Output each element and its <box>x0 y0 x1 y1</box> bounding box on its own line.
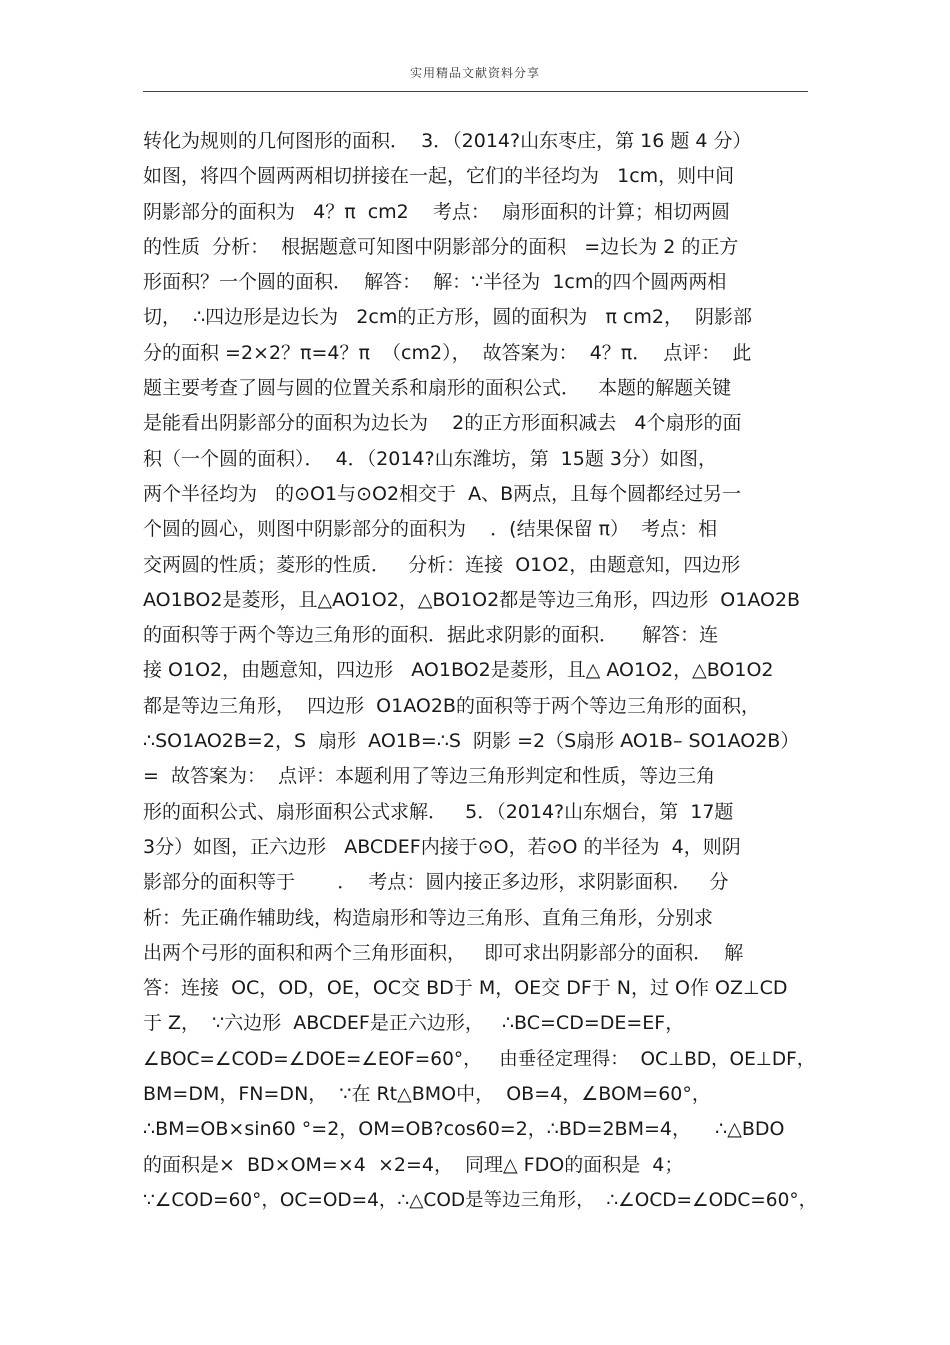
text-line: 的面积是× BD×OM=×4 ×2=4， 同理△ FDO的面积是 4； <box>143 1153 684 1176</box>
text-line: ∴BM=OB×sin60 °=2，OM=OB?cos60=2，∴BD=2BM=4， ∴△BDO <box>143 1118 785 1141</box>
text-line: = 故答案为： 点评：本题利用了等边三角形判定和性质，等边三角 <box>143 765 716 788</box>
text-line: ∴SO1AO2B=2，S 扇形 AO1B=∴S 阴影 =2（S扇形 AO1B– SO1AO2B） <box>143 730 800 753</box>
text-line: 分的面积 =2×2？π=4？π （cm2）， 故答案为： 4？π． 点评： 此 <box>143 341 752 364</box>
text-line: 交两圆的性质；菱形的性质． 分析：连接 O1O2，由题意知，四边形 <box>143 553 741 576</box>
text-line: 个圆的圆心，则图中阴影部分的面积为 ．(结果保留 π） 考点：相 <box>143 518 718 541</box>
text-line: 转化为规则的几何图形的面积． 3．（2014?山东枣庄，第 16 题 4 分） <box>143 130 752 152</box>
text-line: 3分）如图，正六边形 ABCDEF内接于⊙O，若⊙O 的半径为 4，则阴 <box>143 835 741 858</box>
text-line: ∵∠COD=60°，OC=OD=4，∴△COD是等边三角形， ∴∠OCD=∠ODC=60°， <box>143 1189 818 1211</box>
text-line: BM=DM，FN=DN， ∵在 Rt△BMO中， OB=4，∠BOM=60°， <box>143 1083 711 1106</box>
text-line: 于 Z， ∵六边形 ABCDEF是正六边形， ∴BC=CD=DE=EF， <box>143 1012 685 1035</box>
text-line: AO1BO2是菱形，且△AO1O2，△BO1O2都是等边三角形，四边形 O1AO2B <box>143 588 801 611</box>
text-line: 的性质 分析： 根据题意可知图中阴影部分的面积 =边长为 2 的正方 <box>143 235 739 258</box>
text-line: 接 O1O2，由题意知，四边形 AO1BO2是菱形，且△ AO1O2，△BO1O2 <box>143 659 774 682</box>
text-line: 切， ∴四边形是边长为 2cm的正方形，圆的面积为 π cm2， 阴影部 <box>143 306 753 329</box>
page-header: 实用精品文献资料分享 <box>409 66 540 80</box>
text-line: 是能看出阴影部分的面积为边长为 2的正方形面积减去 4个扇形的面 <box>143 412 742 435</box>
text-line: 析：先正确作辅助线，构造扇形和等边三角形、直角三角形，分别求 <box>143 906 714 929</box>
text-line: 积（一个圆的面积）． 4．（2014?山东潍坊，第 15题 3分）如图， <box>143 447 717 470</box>
text-line: 影部分的面积等于 ． 考点：圆内接正多边形，求阴影面积． 分 <box>143 871 729 894</box>
header-divider <box>143 91 808 92</box>
text-line: 的面积等于两个等边三角形的面积．据此求阴影的面积． 解答：连 <box>143 624 719 647</box>
document-body <box>143 124 818 1218</box>
text-line: 出两个弓形的面积和两个三角形面积， 即可求出阴影部分的面积． 解 <box>143 941 744 964</box>
text-line: 如图，将四个圆两两相切拼接在一起，它们的半径均为 1cm，则中间 <box>143 165 735 188</box>
text-line: ∠BOC=∠COD=∠DOE=∠EOF=60°， 由垂径定理得： OC⊥BD，OE⊥DF， <box>143 1048 816 1070</box>
text-line: 形面积？一个圆的面积． 解答： 解：∵半径为 1cm的四个圆两两相 <box>143 271 727 294</box>
text-line: 阴影部分的面积为 4？π cm2 考点： 扇形面积的计算；相切两圆 <box>143 200 731 223</box>
text-line: 答：连接 OC，OD，OE，OC交 BD于 M，OE交 DF于 N，过 O作 OZ⊥CD <box>143 977 788 1000</box>
text-line: 两个半径均为 的⊙O1与⊙O2相交于 A、B两点，且每个圆都经过另一 <box>143 482 742 505</box>
text-line: 题主要考查了圆与圆的位置关系和扇形的面积公式． 本题的解题关键 <box>143 377 732 400</box>
text-line: 形的面积公式、扇形面积公式求解． 5．（2014?山东烟台，第 17题 <box>143 800 734 823</box>
text-line: 都是等边三角形， 四边形 O1AO2B的面积等于两个等边三角形的面积， <box>143 694 760 717</box>
